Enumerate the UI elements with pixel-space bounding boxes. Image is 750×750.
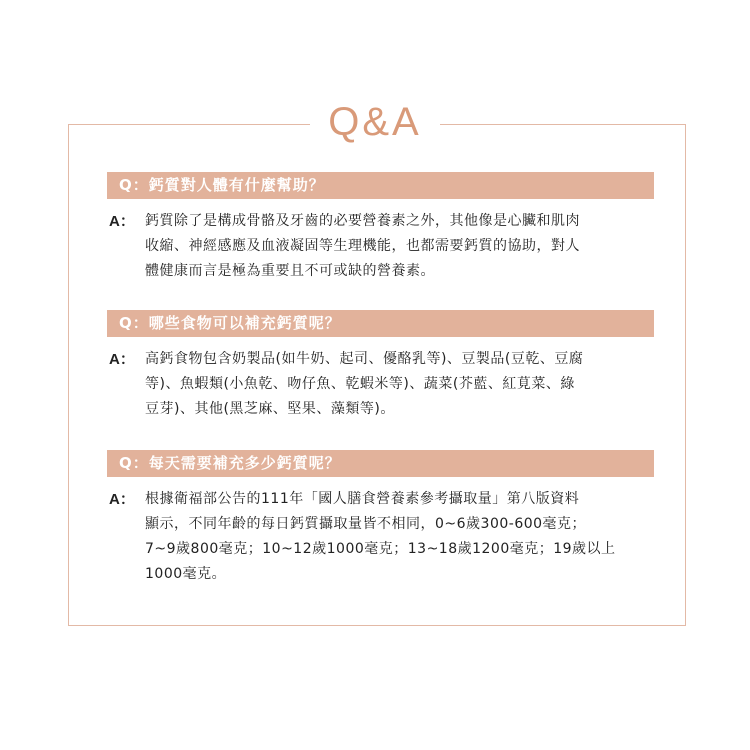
question-bar-3: Q：每天需要補充多少鈣質呢？ — [107, 450, 654, 477]
answer-line: 豆芽)、其他(黑芝麻、堅果、藻類等)。 — [145, 401, 395, 417]
answer-line: 等)、魚蝦類(小魚乾、吻仔魚、乾蝦米等)、蔬菜(芥藍、紅莧菜、綠 — [145, 376, 575, 392]
answer-label: A： — [109, 213, 135, 230]
answer-line: 7~9歲800毫克；10~12歲1000毫克；13~18歲1200毫克；19歲以上 — [145, 541, 616, 557]
answer-line: 根據衛福部公告的111年「國人膳食營養素參考攝取量」第八版資料 — [145, 491, 580, 507]
question-bar-1: Q：鈣質對人體有什麼幫助？ — [107, 172, 654, 199]
answer-text — [145, 209, 647, 284]
answer-line: 鈣質除了是構成骨骼及牙齒的必要營養素之外，其他像是心臟和肌肉 — [145, 213, 580, 229]
answer-line: 顯示，不同年齡的每日鈣質攝取量皆不相同，0~6歲300-600毫克； — [145, 516, 587, 532]
answer-label: A： — [109, 351, 135, 368]
answer-label: A： — [109, 491, 135, 508]
answer-text — [145, 487, 647, 587]
answer-line: 收縮、神經感應及血液凝固等生理機能，也都需要鈣質的協助，對人 — [145, 238, 580, 254]
answer-line: 體健康而言是極為重要且不可或缺的營養素。 — [145, 263, 435, 279]
page-title: Q&A — [0, 102, 750, 142]
answer-line: 1000毫克。 — [145, 566, 227, 582]
question-bar-2: Q：哪些食物可以補充鈣質呢？ — [107, 310, 654, 337]
answer-text — [145, 347, 647, 422]
answer-line: 高鈣食物包含奶製品(如牛奶、起司、優酪乳等)、豆製品(豆乾、豆腐 — [145, 351, 584, 367]
